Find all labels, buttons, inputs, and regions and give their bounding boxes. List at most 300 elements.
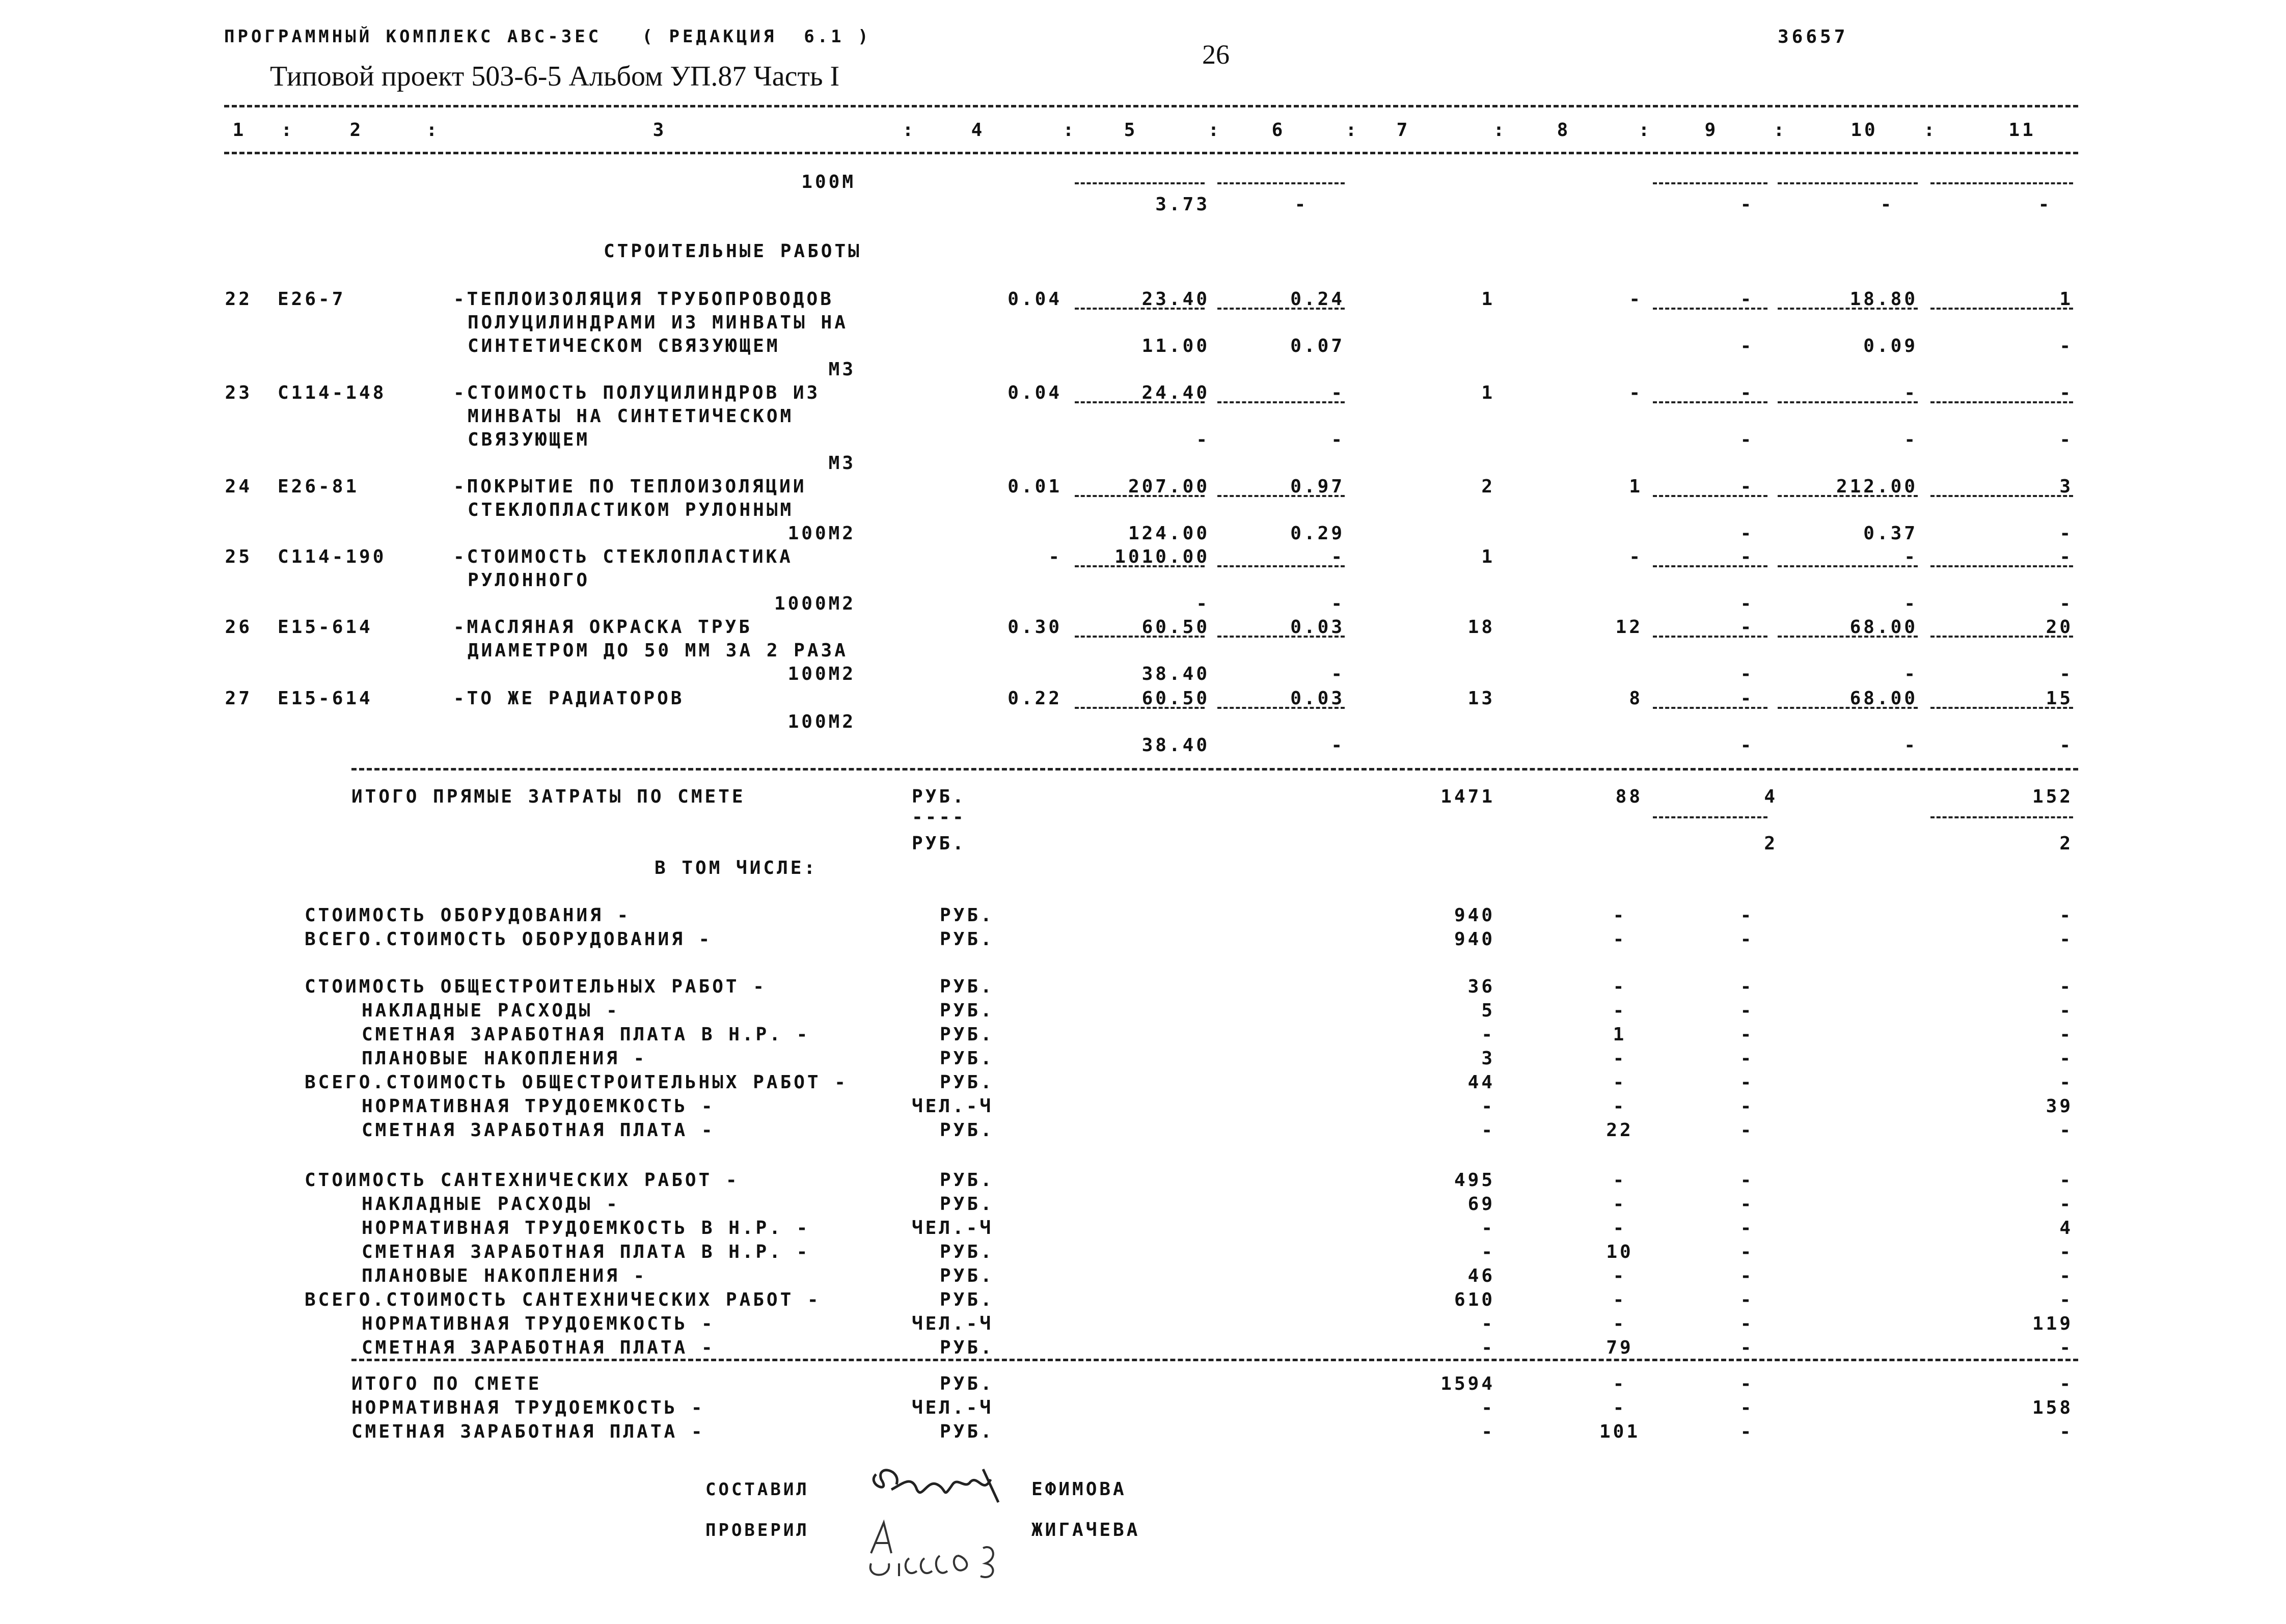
column-header-7: 7 bbox=[1396, 120, 1410, 141]
cell-c7: 2 bbox=[1481, 476, 1495, 497]
cell-c8: - bbox=[1629, 546, 1643, 567]
value-separator bbox=[1930, 816, 2073, 818]
cell-c5: 60.50 bbox=[1141, 617, 1210, 638]
cell-c10: - bbox=[1904, 546, 1918, 567]
cell-c9: - bbox=[1740, 1313, 1754, 1334]
summary-label: ВСЕГО.СТОИМОСТЬ ОБЩЕСТРОИТЕЛЬНЫХ РАБОТ - bbox=[305, 1072, 848, 1093]
column-header-separator: : bbox=[281, 120, 295, 141]
cell-c8: 22 bbox=[1606, 1120, 1634, 1141]
cell-c11: - bbox=[2059, 1072, 2073, 1093]
cell-c9: - bbox=[1740, 1024, 1754, 1045]
item-number: 24 bbox=[225, 476, 252, 497]
cell-c11: - bbox=[2059, 546, 2073, 567]
summary-label: СТОИМОСТЬ САНТЕХНИЧЕСКИХ РАБОТ - bbox=[305, 1170, 740, 1191]
value-separator bbox=[1930, 707, 2073, 709]
cell-c8: 10 bbox=[1606, 1242, 1634, 1262]
cell-c8: - bbox=[1613, 976, 1627, 997]
column-header-separator: : bbox=[1063, 120, 1077, 141]
cell-c5: 38.40 bbox=[1141, 735, 1210, 756]
cell-c9: - bbox=[1740, 1000, 1754, 1021]
cell-c11: 1 bbox=[2059, 289, 2073, 310]
item-description: -ПОКРЫТИЕ ПО ТЕПЛОИЗОЛЯЦИИ bbox=[453, 476, 807, 497]
cell-c8: 1 bbox=[1629, 476, 1643, 497]
value-separator bbox=[1653, 182, 1767, 184]
value-separator bbox=[1075, 636, 1205, 638]
summary-unit: РУБ. bbox=[940, 1265, 994, 1286]
cell-c8: 8 bbox=[1629, 688, 1643, 709]
value-separator bbox=[1217, 565, 1345, 567]
value-separator bbox=[1930, 308, 2073, 310]
cell-c11: 39 bbox=[2046, 1096, 2073, 1117]
cell-c11: 15 bbox=[2046, 688, 2073, 709]
item-description: МИНВАТЫ НА СИНТЕТИЧЕСКОМ bbox=[468, 406, 794, 427]
summary-unit: РУБ. bbox=[940, 1048, 994, 1069]
cell-c8: 1 bbox=[1613, 1024, 1627, 1045]
item-description: СВЯЗУЮЩЕМ bbox=[468, 429, 590, 450]
cell-c7: 940 bbox=[1454, 905, 1495, 926]
cell-c7: - bbox=[1481, 1242, 1495, 1262]
item-description: -СТОИМОСТЬ ПОЛУЦИЛИНДРОВ ИЗ bbox=[453, 382, 821, 403]
cell-c9: 2 bbox=[1764, 833, 1778, 854]
cell-c7: 5 bbox=[1481, 1000, 1495, 1021]
compiled-label: СОСТАВИЛ bbox=[705, 1479, 809, 1500]
cell-c6: 0.03 bbox=[1290, 688, 1345, 709]
summary-label: ВСЕГО.СТОИМОСТЬ САНТЕХНИЧЕСКИХ РАБОТ - bbox=[305, 1289, 821, 1310]
cell-c8: - bbox=[1613, 1289, 1627, 1310]
cell-c9: - bbox=[1740, 1265, 1754, 1286]
cell-c9: - bbox=[1740, 688, 1754, 709]
cell-c9: - bbox=[1740, 1421, 1754, 1442]
cell-c7: 3 bbox=[1481, 1048, 1495, 1069]
summary-label: ВСЕГО.СТОИМОСТЬ ОБОРУДОВАНИЯ - bbox=[305, 929, 713, 950]
column-header-6: 6 bbox=[1271, 120, 1286, 141]
cell-c10: 212.00 bbox=[1836, 476, 1918, 497]
cell-c10: - bbox=[1904, 664, 1918, 684]
cell-c11: - bbox=[2059, 1242, 2073, 1262]
cell-c7: 940 bbox=[1454, 929, 1495, 950]
cell-c10: - bbox=[1904, 735, 1918, 756]
cell-c11: 20 bbox=[2046, 617, 2073, 638]
summary-unit: РУБ. bbox=[940, 976, 994, 997]
cell-c11: 3 bbox=[2059, 476, 2073, 497]
cell-c7: - bbox=[1481, 1120, 1495, 1141]
value-separator bbox=[1653, 816, 1767, 818]
item-unit: М3 bbox=[828, 453, 856, 474]
cell-c9: - bbox=[1740, 1218, 1754, 1238]
cell-c5: 3.73 bbox=[1155, 194, 1210, 215]
value-separator bbox=[1217, 308, 1345, 310]
item-number: 26 bbox=[225, 617, 252, 638]
cell-c8: - bbox=[1613, 1096, 1627, 1117]
estimate-total-unit: РУБ. bbox=[940, 1373, 994, 1394]
value-separator bbox=[1653, 565, 1767, 567]
cell-c9: - bbox=[1740, 1072, 1754, 1093]
summary-unit: РУБ. bbox=[940, 1120, 994, 1141]
value-separator bbox=[1778, 401, 1918, 403]
cell-c11: - bbox=[2059, 429, 2073, 450]
page-number: 26 bbox=[1202, 39, 1230, 70]
value-separator bbox=[1075, 707, 1205, 709]
cell-c6: - bbox=[1294, 194, 1309, 215]
column-header-2: 2 bbox=[349, 120, 364, 141]
cell-c11: - bbox=[2059, 1289, 2073, 1310]
checked-name: ЖИГАЧЕВА bbox=[1031, 1520, 1140, 1540]
cell-c5: 124.00 bbox=[1128, 523, 1210, 544]
value-separator bbox=[1075, 495, 1205, 497]
value-separator bbox=[1778, 495, 1918, 497]
cell-c9: 4 bbox=[1764, 786, 1778, 807]
cell-c8: - bbox=[1613, 1265, 1627, 1286]
cell-c5: 1010.00 bbox=[1114, 546, 1210, 567]
value-separator bbox=[1075, 182, 1205, 184]
item-unit: 100М2 bbox=[787, 523, 856, 544]
program-line: ПРОГРАММНЫЙ КОМПЛЕКС АВС-ЗЕС ( РЕДАКЦИЯ 6.1 ) bbox=[224, 26, 872, 47]
cell-c11: - bbox=[2059, 593, 2073, 614]
cell-c5: 24.40 bbox=[1141, 382, 1210, 403]
cell-c7: - bbox=[1481, 1313, 1495, 1334]
cell-c6: 0.97 bbox=[1290, 476, 1345, 497]
value-separator bbox=[1075, 565, 1205, 567]
column-header-separator: : bbox=[1638, 120, 1652, 141]
totals-unit: РУБ. bbox=[912, 786, 966, 807]
estimate-total-rule bbox=[351, 1359, 2078, 1361]
value-separator bbox=[1930, 565, 2073, 567]
item-code: Е15-614 bbox=[278, 688, 373, 709]
cell-c7: 495 bbox=[1454, 1170, 1495, 1191]
cell-c9: - bbox=[1740, 429, 1754, 450]
cell-c9: - bbox=[1740, 976, 1754, 997]
item-description: -ТЕПЛОИЗОЛЯЦИЯ ТРУБОПРОВОДОВ bbox=[453, 289, 834, 310]
cell-c6: 0.29 bbox=[1290, 523, 1345, 544]
column-header-separator: : bbox=[1923, 120, 1938, 141]
cell-c11: - bbox=[2059, 664, 2073, 684]
cell-c10: - bbox=[1904, 593, 1918, 614]
cell-c7: 1 bbox=[1481, 382, 1495, 403]
cell-c11: - bbox=[2059, 905, 2073, 926]
totals-unit-separator: ---- bbox=[912, 807, 966, 828]
checked-label: ПРОВЕРИЛ bbox=[705, 1520, 809, 1540]
summary-label: ПЛАНОВЫЕ НАКОПЛЕНИЯ - bbox=[362, 1048, 647, 1069]
summary-unit: РУБ. bbox=[940, 905, 994, 926]
summary-unit: РУБ. bbox=[940, 1024, 994, 1045]
cell-c8: - bbox=[1613, 1397, 1627, 1418]
summary-label: СМЕТНАЯ ЗАРАБОТНАЯ ПЛАТА - bbox=[362, 1120, 715, 1141]
cell-c11: - bbox=[2059, 735, 2073, 756]
cell-c6: - bbox=[1331, 593, 1345, 614]
cell-c11: - bbox=[2059, 1024, 2073, 1045]
cell-c9: - bbox=[1740, 289, 1754, 310]
summary-unit: РУБ. bbox=[940, 1242, 994, 1262]
cell-c6: - bbox=[1331, 735, 1345, 756]
column-header-3: 3 bbox=[652, 120, 667, 141]
cell-c9: - bbox=[1740, 1048, 1754, 1069]
cell-c11: 2 bbox=[2059, 833, 2073, 854]
value-separator bbox=[1778, 636, 1918, 638]
item-unit: 1000М2 bbox=[774, 593, 856, 614]
cell-c8: - bbox=[1613, 1048, 1627, 1069]
value-separator bbox=[1930, 401, 2073, 403]
cell-c4: 0.30 bbox=[1008, 617, 1062, 638]
totals-rule bbox=[351, 768, 2078, 770]
cell-c9: - bbox=[1740, 664, 1754, 684]
cell-c5: 11.00 bbox=[1141, 336, 1210, 356]
cell-c11: - bbox=[2059, 976, 2073, 997]
item-code: Е15-614 bbox=[278, 617, 373, 638]
cell-c7: 18 bbox=[1467, 617, 1495, 638]
cell-c11: - bbox=[2059, 1194, 2073, 1215]
summary-unit: РУБ. bbox=[940, 929, 994, 950]
cell-c9: - bbox=[1740, 617, 1754, 638]
cell-c8: 101 bbox=[1599, 1421, 1641, 1442]
cell-c11: 119 bbox=[2032, 1313, 2073, 1334]
cell-c8: 88 bbox=[1615, 786, 1643, 807]
cell-c6: - bbox=[1331, 429, 1345, 450]
value-separator bbox=[1217, 182, 1345, 184]
signature-zhigacheva bbox=[861, 1507, 1029, 1584]
estimate-total-label: НОРМАТИВНАЯ ТРУДОЕМКОСТЬ - bbox=[351, 1397, 705, 1418]
cell-c7: 1594 bbox=[1440, 1373, 1495, 1394]
value-separator bbox=[1930, 495, 2073, 497]
cell-c11: - bbox=[2059, 1421, 2073, 1442]
column-header-1: 1 bbox=[232, 120, 247, 141]
document-number: 36657 bbox=[1778, 26, 1848, 47]
cell-c7: 46 bbox=[1467, 1265, 1495, 1286]
value-separator bbox=[1653, 636, 1767, 638]
cell-c11: - bbox=[2059, 336, 2073, 356]
estimate-total-unit: ЧЕЛ.-Ч bbox=[912, 1397, 994, 1418]
cell-c9: - bbox=[1740, 523, 1754, 544]
column-header-separator: : bbox=[1345, 120, 1359, 141]
cell-c6: 0.24 bbox=[1290, 289, 1345, 310]
value-separator bbox=[1653, 308, 1767, 310]
value-separator bbox=[1217, 636, 1345, 638]
project-title: Типовой проект 503-6-5 Альбом УП.87 Часть I bbox=[270, 61, 840, 92]
cell-c7: - bbox=[1481, 1218, 1495, 1238]
cell-c5: - bbox=[1196, 593, 1210, 614]
column-header-separator: : bbox=[902, 120, 916, 141]
cell-c6: - bbox=[1331, 546, 1345, 567]
cell-c8: - bbox=[1613, 929, 1627, 950]
cell-c8: - bbox=[1629, 289, 1643, 310]
item-description: ПОЛУЦИЛИНДРАМИ ИЗ МИНВАТЫ НА bbox=[468, 312, 848, 333]
value-separator bbox=[1217, 401, 1345, 403]
cell-c8: 12 bbox=[1615, 617, 1643, 638]
item-description: РУЛОННОГО bbox=[468, 570, 590, 591]
cell-c9: - bbox=[1740, 336, 1754, 356]
column-header-separator: : bbox=[426, 120, 440, 141]
value-separator bbox=[1778, 707, 1918, 709]
cell-c9: - bbox=[1740, 735, 1754, 756]
value-separator bbox=[1075, 401, 1205, 403]
item-number: 27 bbox=[225, 688, 252, 709]
cell-c11: - bbox=[2059, 1048, 2073, 1069]
column-header-11: 11 bbox=[2008, 120, 2036, 141]
cell-c7: 1 bbox=[1481, 289, 1495, 310]
cell-c10: - bbox=[1904, 429, 1918, 450]
cell-c10: 0.37 bbox=[1863, 523, 1918, 544]
cell-c7: - bbox=[1481, 1397, 1495, 1418]
item-code: С114-148 bbox=[278, 382, 387, 403]
value-separator bbox=[1930, 182, 2073, 184]
cell-c11: - bbox=[2038, 194, 2052, 215]
estimate-total-unit: РУБ. bbox=[940, 1421, 994, 1442]
summary-unit: РУБ. bbox=[940, 1000, 994, 1021]
cell-c11: 4 bbox=[2059, 1218, 2073, 1238]
column-header-8: 8 bbox=[1557, 120, 1571, 141]
value-separator bbox=[1778, 182, 1918, 184]
summary-label: НОРМАТИВНАЯ ТРУДОЕМКОСТЬ В Н.Р. - bbox=[362, 1218, 810, 1238]
header-rule-bottom bbox=[224, 152, 2078, 154]
totals-label: ИТОГО ПРЯМЫЕ ЗАТРАТЫ ПО СМЕТЕ bbox=[351, 786, 746, 807]
cell-c9: - bbox=[1740, 1337, 1754, 1358]
cell-c11: - bbox=[2059, 382, 2073, 403]
cell-c11: 158 bbox=[2032, 1397, 2073, 1418]
cell-c7: - bbox=[1481, 1024, 1495, 1045]
cell-c11: 152 bbox=[2032, 786, 2073, 807]
cell-c7: 1471 bbox=[1440, 786, 1495, 807]
item-description: ДИАМЕТРОМ ДО 50 ММ ЗА 2 РАЗА bbox=[468, 640, 848, 661]
summary-label: СТОИМОСТЬ ОБЩЕСТРОИТЕЛЬНЫХ РАБОТ - bbox=[305, 976, 767, 997]
cell-c9: - bbox=[1740, 1170, 1754, 1191]
column-header-10: 10 bbox=[1850, 120, 1878, 141]
cell-c7: 1 bbox=[1481, 546, 1495, 567]
cell-c5: 60.50 bbox=[1141, 688, 1210, 709]
cell-c9: - bbox=[1740, 929, 1754, 950]
summary-label: НОРМАТИВНАЯ ТРУДОЕМКОСТЬ - bbox=[362, 1096, 715, 1117]
cell-c8: - bbox=[1613, 1000, 1627, 1021]
summary-label: ПЛАНОВЫЕ НАКОПЛЕНИЯ - bbox=[362, 1265, 647, 1286]
compiled-name: ЕФИМОВА bbox=[1031, 1479, 1127, 1500]
value-separator bbox=[1653, 401, 1767, 403]
value-separator bbox=[1217, 495, 1345, 497]
summary-label: СМЕТНАЯ ЗАРАБОТНАЯ ПЛАТА В Н.Р. - bbox=[362, 1024, 810, 1045]
cell-c8: 79 bbox=[1606, 1337, 1634, 1358]
summary-unit: ЧЕЛ.-Ч bbox=[912, 1313, 994, 1334]
cell-c11: - bbox=[2059, 1337, 2073, 1358]
estimate-total-label: СМЕТНАЯ ЗАРАБОТНАЯ ПЛАТА - bbox=[351, 1421, 705, 1442]
summary-label: НАКЛАДНЫЕ РАСХОДЫ - bbox=[362, 1000, 620, 1021]
cell-c6: 0.03 bbox=[1290, 617, 1345, 638]
cell-c6: - bbox=[1331, 382, 1345, 403]
cell-c10: 68.00 bbox=[1849, 688, 1918, 709]
cell-c4: 0.04 bbox=[1008, 289, 1062, 310]
cell-c9: - bbox=[1740, 1120, 1754, 1141]
cell-c5: 38.40 bbox=[1141, 664, 1210, 684]
cell-c11: - bbox=[2059, 1265, 2073, 1286]
cell-c7: 13 bbox=[1467, 688, 1495, 709]
cell-c7: 44 bbox=[1467, 1072, 1495, 1093]
cell-c7: - bbox=[1481, 1421, 1495, 1442]
cell-c11: - bbox=[2059, 1000, 2073, 1021]
column-header-5: 5 bbox=[1124, 120, 1138, 141]
section-title: СТРОИТЕЛЬНЫЕ РАБОТЫ bbox=[604, 241, 862, 262]
summary-unit: РУБ. bbox=[940, 1170, 994, 1191]
summary-unit: ЧЕЛ.-Ч bbox=[912, 1096, 994, 1117]
cell-c11: - bbox=[2059, 523, 2073, 544]
item-number: 22 bbox=[225, 289, 252, 310]
cell-c11: - bbox=[2059, 929, 2073, 950]
column-header-separator: : bbox=[1493, 120, 1507, 141]
cell-c7: 69 bbox=[1467, 1194, 1495, 1215]
cell-c6: - bbox=[1331, 664, 1345, 684]
cell-c4: 0.01 bbox=[1008, 476, 1062, 497]
cell-c9: - bbox=[1740, 905, 1754, 926]
summary-label: СМЕТНАЯ ЗАРАБОТНАЯ ПЛАТА В Н.Р. - bbox=[362, 1242, 810, 1262]
item-unit: 100М2 bbox=[787, 664, 856, 684]
summary-unit: РУБ. bbox=[940, 1072, 994, 1093]
column-header-4: 4 bbox=[971, 120, 985, 141]
summary-label: НАКЛАДНЫЕ РАСХОДЫ - bbox=[362, 1194, 620, 1215]
cell-c9: - bbox=[1740, 1096, 1754, 1117]
cell-c7: - bbox=[1481, 1337, 1495, 1358]
item-description: -ТО ЖЕ РАДИАТОРОВ bbox=[453, 688, 685, 709]
cell-c8: - bbox=[1613, 905, 1627, 926]
cell-c9: - bbox=[1740, 476, 1754, 497]
cell-c10: - bbox=[1904, 382, 1918, 403]
cell-c8: - bbox=[1613, 1373, 1627, 1394]
item-description: -МАСЛЯНАЯ ОКРАСКА ТРУБ bbox=[453, 617, 752, 638]
cell-c6: 0.07 bbox=[1290, 336, 1345, 356]
value-separator bbox=[1075, 308, 1205, 310]
cell-c9: - bbox=[1740, 1397, 1754, 1418]
item-code: Е26-81 bbox=[278, 476, 360, 497]
cell-c8: - bbox=[1629, 382, 1643, 403]
value-separator bbox=[1653, 707, 1767, 709]
cell-c10: 18.80 bbox=[1849, 289, 1918, 310]
item-unit: 100М2 bbox=[787, 711, 856, 732]
cell-c11: - bbox=[2059, 1373, 2073, 1394]
cell-c9: - bbox=[1740, 593, 1754, 614]
cell-c9: - bbox=[1740, 1242, 1754, 1262]
cell-c7: 36 bbox=[1467, 976, 1495, 997]
summary-unit: РУБ. bbox=[940, 1337, 994, 1358]
cell-c10: 0.09 bbox=[1863, 336, 1918, 356]
value-separator bbox=[1778, 308, 1918, 310]
value-separator bbox=[1778, 565, 1918, 567]
cell-c4: 0.04 bbox=[1008, 382, 1062, 403]
summary-label: НОРМАТИВНАЯ ТРУДОЕМКОСТЬ - bbox=[362, 1313, 715, 1334]
cell-c9: - bbox=[1740, 382, 1754, 403]
item-code: С114-190 bbox=[278, 546, 387, 567]
cell-c9: - bbox=[1740, 1194, 1754, 1215]
item-number: 25 bbox=[225, 546, 252, 567]
summary-label: СТОИМОСТЬ ОБОРУДОВАНИЯ - bbox=[305, 905, 631, 926]
cell-c4: - bbox=[1048, 546, 1062, 567]
item-description: СИНТЕТИЧЕСКОМ СВЯЗУЮЩЕМ bbox=[468, 336, 780, 356]
cell-c9: - bbox=[1740, 1289, 1754, 1310]
summary-label: СМЕТНАЯ ЗАРАБОТНАЯ ПЛАТА - bbox=[362, 1337, 715, 1358]
cell-c9: - bbox=[1740, 1373, 1754, 1394]
cell-c5: 207.00 bbox=[1128, 476, 1210, 497]
totals-unit: РУБ. bbox=[912, 833, 966, 854]
column-header-separator: : bbox=[1208, 120, 1222, 141]
item-number: 23 bbox=[225, 382, 252, 403]
column-header-separator: : bbox=[1773, 120, 1787, 141]
cell-c5: 23.40 bbox=[1141, 289, 1210, 310]
cell-c7: - bbox=[1481, 1096, 1495, 1117]
item-code: Е26-7 bbox=[278, 289, 346, 310]
cell-c8: - bbox=[1613, 1170, 1627, 1191]
cell-c9: - bbox=[1740, 194, 1754, 215]
cell-c7: 610 bbox=[1454, 1289, 1495, 1310]
cell-c8: - bbox=[1613, 1194, 1627, 1215]
estimate-total-label: ИТОГО ПО СМЕТЕ bbox=[351, 1373, 542, 1394]
cell-c9: - bbox=[1740, 546, 1754, 567]
header-rule-top bbox=[224, 105, 2078, 107]
cell-c8: - bbox=[1613, 1218, 1627, 1238]
item-description: СТЕКЛОПЛАСТИКОМ РУЛОННЫМ bbox=[468, 500, 794, 520]
including-heading: В ТОМ ЧИСЛЕ: bbox=[655, 858, 818, 878]
